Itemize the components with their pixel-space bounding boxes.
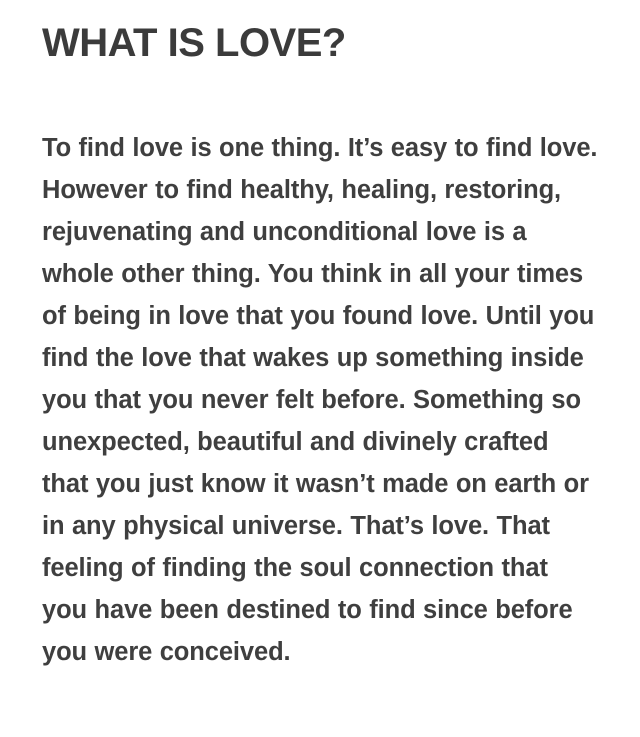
page-title: WHAT IS LOVE? xyxy=(42,21,346,65)
body-paragraph: To find love is one thing. It’s easy to find love. However to find healthy, healing, restoring, rejuvenating and unconditional love is a whole other thing. You think in all your times of being in love that you found love. Until you find the love that wakes up something inside you that you never felt before. Something so unexpected, beautiful and divinely crafted that you just know it wasn’t made on earth or in any physical universe. That’s love. That feeling of finding the soul connection that you have been destined to find since before you were conceived. xyxy=(42,134,598,667)
